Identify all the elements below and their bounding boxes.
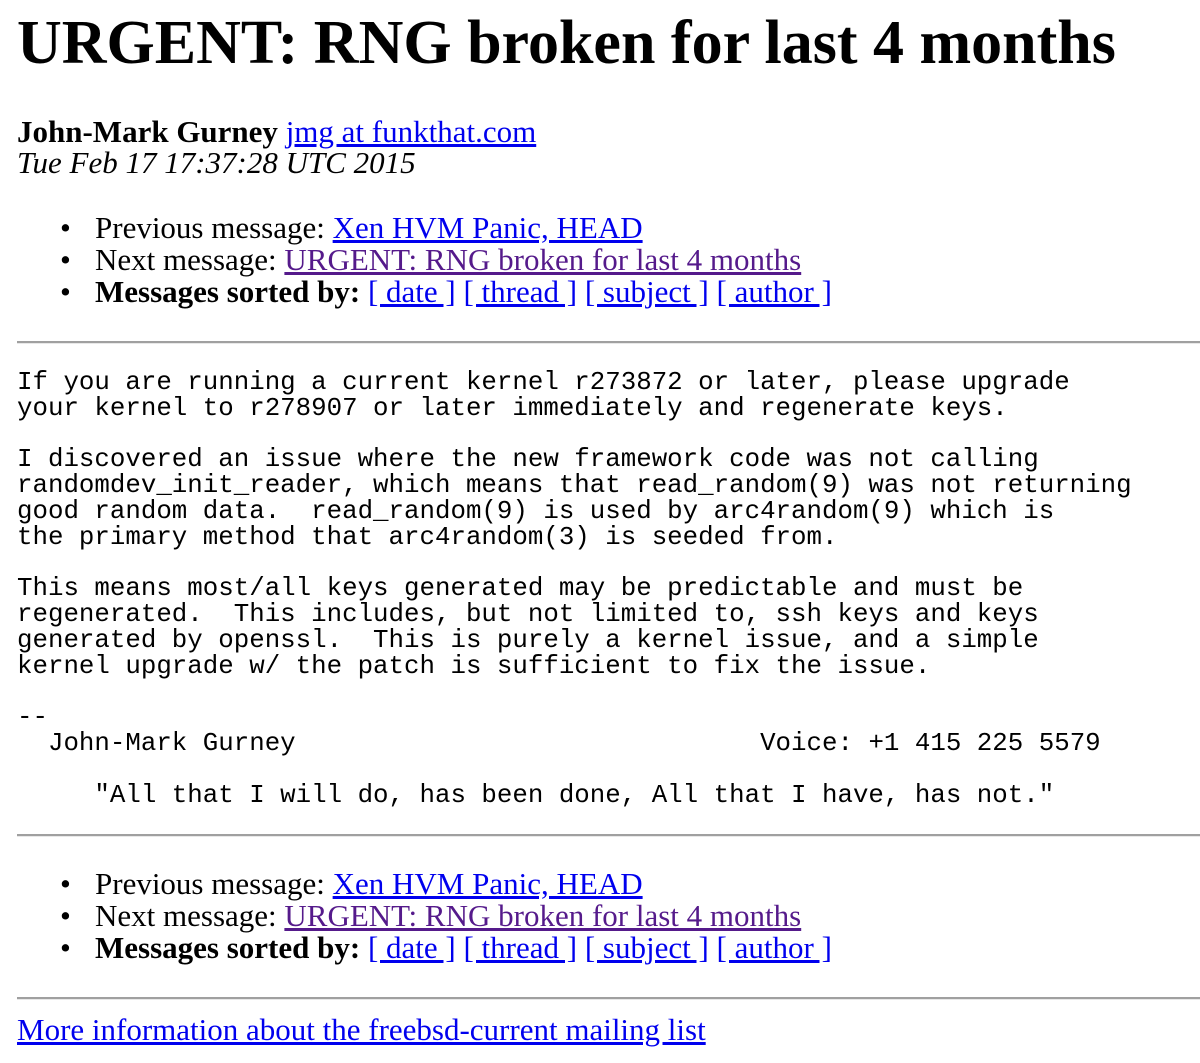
sorted-by-label: Messages sorted by: bbox=[95, 274, 361, 309]
footer bbox=[17, 1014, 706, 1046]
author-email-link[interactable]: jmg at funkthat.com bbox=[285, 114, 537, 149]
sorted-by-label: Messages sorted by: bbox=[95, 930, 361, 965]
sort-by-date-link[interactable]: [ date ] bbox=[367, 930, 456, 965]
divider bbox=[17, 341, 1200, 344]
mailing-list-info-link[interactable]: More information about the freebsd-current mailing list bbox=[17, 1012, 706, 1047]
previous-message-link[interactable]: Xen HVM Panic, HEAD bbox=[332, 210, 643, 245]
divider bbox=[17, 997, 1200, 1000]
bullet-icon: • bbox=[60, 274, 71, 309]
previous-message-link[interactable]: Xen HVM Panic, HEAD bbox=[332, 866, 643, 901]
message-nav-bottom bbox=[0, 868, 832, 964]
next-message-link[interactable]: URGENT: RNG broken for last 4 months bbox=[284, 898, 802, 933]
author-line bbox=[17, 116, 536, 148]
previous-message-label: Previous message: bbox=[95, 866, 325, 901]
sorted-by-item bbox=[0, 932, 832, 964]
bullet-icon: • bbox=[60, 898, 71, 933]
sort-by-author-link[interactable]: [ author ] bbox=[716, 930, 832, 965]
message-body: If you are running a current kernel r273872 or later, please upgrade your kernel to r278907 or later immediately and regenerate keys. I discovered an issue where the new framework code was not calling randomdev_init_reader, which means that read_random(9) was not returning good random data. read_random(9) is used by arc4random(9) which is the primary method that arc4random(3) is seeded from. This means most/all keys generated may be predictable and must be regenerated. This includes, but not limited to, ssh keys and keys generated by openssl. This is purely a kernel issue, and a simple kernel upgrade w/ the patch is sufficient to fix the issue. -- John-Mark Gurney Voice: +1 415 225 5579 "All that I will do, has been done, All that I have, has not." bbox=[17, 368, 1132, 810]
sort-by-subject-link[interactable]: [ subject ] bbox=[584, 274, 709, 309]
sort-by-subject-link[interactable]: [ subject ] bbox=[584, 930, 709, 965]
sort-by-author-link[interactable]: [ author ] bbox=[716, 274, 832, 309]
sort-by-thread-link[interactable]: [ thread ] bbox=[463, 274, 578, 309]
author-name: John-Mark Gurney bbox=[17, 114, 278, 149]
bullet-icon: • bbox=[60, 930, 71, 965]
previous-message-label: Previous message: bbox=[95, 210, 325, 245]
bullet-icon: • bbox=[60, 866, 71, 901]
next-message-link[interactable]: URGENT: RNG broken for last 4 months bbox=[284, 242, 802, 277]
sorted-by-item bbox=[0, 276, 832, 308]
message-date: Tue Feb 17 17:37:28 UTC 2015 bbox=[17, 145, 416, 180]
next-message-item bbox=[0, 244, 832, 276]
page-title: URGENT: RNG broken for last 4 months bbox=[17, 9, 1116, 77]
sort-by-date-link[interactable]: [ date ] bbox=[367, 274, 456, 309]
bullet-icon: • bbox=[60, 242, 71, 277]
bullet-icon: • bbox=[60, 210, 71, 245]
next-message-label: Next message: bbox=[95, 898, 277, 933]
previous-message-item bbox=[0, 212, 832, 244]
divider bbox=[17, 834, 1200, 837]
sort-by-thread-link[interactable]: [ thread ] bbox=[463, 930, 578, 965]
message-nav-top bbox=[0, 212, 832, 308]
previous-message-item bbox=[0, 868, 832, 900]
next-message-label: Next message: bbox=[95, 242, 277, 277]
next-message-item bbox=[0, 900, 832, 932]
